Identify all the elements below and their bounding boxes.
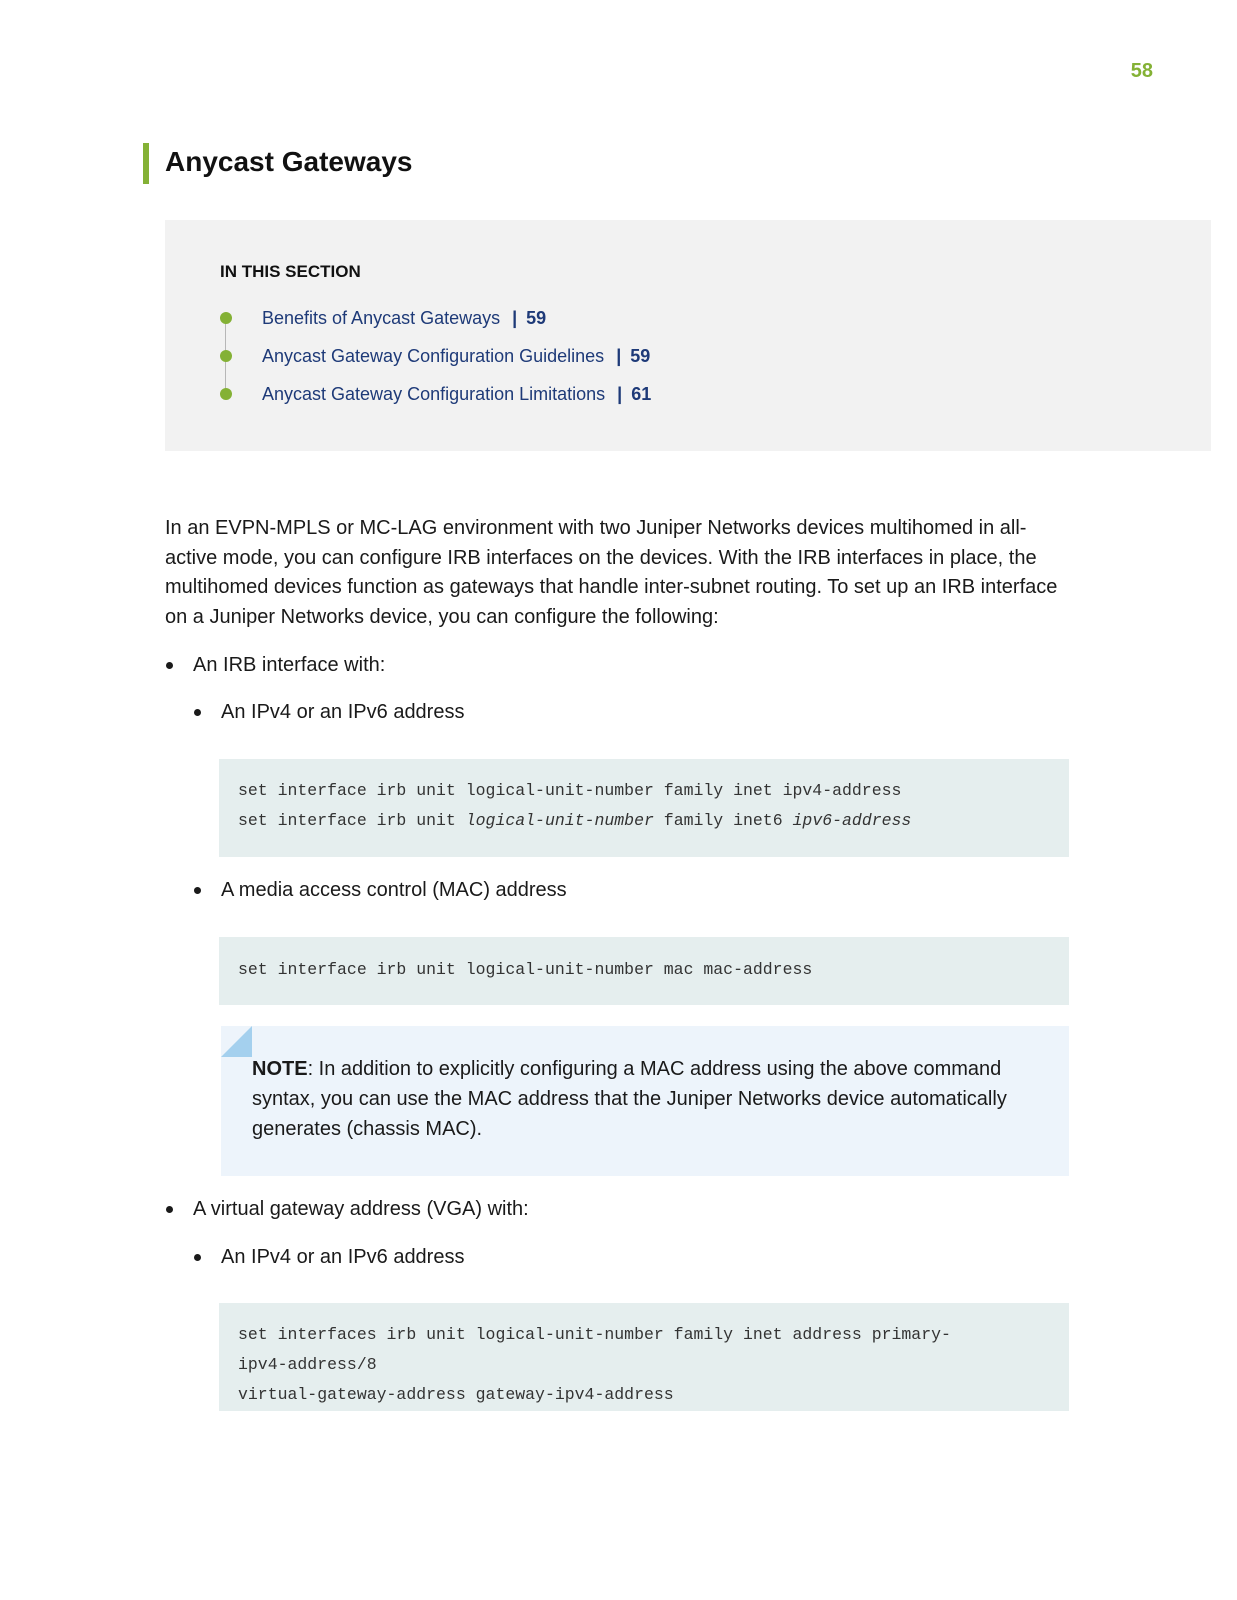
- code-block-mac: [219, 937, 1069, 1005]
- code-block-vga: [219, 1303, 1069, 1411]
- list-item-text: A media access control (MAC) address: [221, 879, 567, 901]
- list-item: [194, 698, 464, 726]
- code-line: set interface irb unit logical-unit-number family inet ipv4-address: [238, 781, 902, 800]
- code-line: set interface irb unit logical-unit-number mac mac-address: [238, 960, 813, 979]
- toc-link[interactable]: Anycast Gateway Configuration Limitations: [262, 383, 606, 404]
- note-label: NOTE: [252, 1058, 308, 1080]
- bullet-icon: [166, 662, 173, 669]
- list-item-text: A virtual gateway address (VGA) with:: [193, 1198, 529, 1220]
- toc-page-number[interactable]: 61: [631, 383, 652, 404]
- toc-item[interactable]: [220, 344, 650, 368]
- list-item-text: An IPv4 or an IPv6 address: [221, 1246, 465, 1268]
- toc-page-number[interactable]: 59: [526, 307, 547, 328]
- toc-link[interactable]: Benefits of Anycast Gateways: [262, 307, 501, 328]
- code-block-ip: [219, 759, 1069, 857]
- note-callout: [221, 1026, 1069, 1176]
- toc-separator: |: [617, 383, 623, 404]
- bullet-icon: [194, 1254, 201, 1261]
- bullet-icon: [194, 709, 201, 716]
- intro-paragraph: In an EVPN-MPLS or MC-LAG environment with two Juniper Networks devices multihomed in all-active mode, you can configure IRB interfaces on the devices. With the IRB interfaces in place, the multihomed devices function as gateways that handle inter-subnet routing. To set up an IRB interface on a Juniper Networks device, you can configure the following:: [165, 517, 1058, 628]
- code-line: set interface irb unit logical-unit-number family inet6 ipv6-address: [238, 811, 912, 830]
- title-accent-bar: [143, 143, 149, 184]
- toc-page-number[interactable]: 59: [630, 345, 651, 366]
- page-number: 58: [1130, 60, 1153, 82]
- list-item: [194, 876, 567, 904]
- bullet-dot-icon: [220, 388, 232, 400]
- list-item: [194, 1243, 464, 1271]
- toc-item[interactable]: [220, 306, 546, 330]
- bullet-icon: [194, 887, 201, 894]
- toc-heading: IN THIS SECTION: [220, 262, 361, 281]
- code-line: ipv4-address/8: [238, 1355, 377, 1374]
- bullet-dot-icon: [220, 350, 232, 362]
- list-item: [166, 1195, 529, 1223]
- toc-item[interactable]: [220, 382, 651, 406]
- page-title: Anycast Gateways: [165, 146, 413, 177]
- code-line: set interfaces irb unit logical-unit-number family inet address primary-: [238, 1325, 951, 1344]
- note-corner-icon: [221, 1026, 252, 1057]
- toc-link[interactable]: Anycast Gateway Configuration Guidelines: [262, 345, 605, 366]
- code-line: virtual-gateway-address gateway-ipv4-address: [238, 1385, 674, 1404]
- bullet-dot-icon: [220, 312, 232, 324]
- toc-separator: |: [512, 307, 518, 328]
- list-item: [166, 651, 385, 679]
- in-this-section-box: [165, 220, 1211, 451]
- list-item-text: An IRB interface with:: [193, 654, 386, 676]
- note-text: NOTE: In addition to explicitly configuring a MAC address using the above command syntax, you can use the MAC address that the Juniper Networks device automatically generates (chassis MAC).: [252, 1058, 1007, 1140]
- list-item-text: An IPv4 or an IPv6 address: [221, 701, 465, 723]
- bullet-icon: [166, 1206, 173, 1213]
- toc-separator: |: [616, 345, 622, 366]
